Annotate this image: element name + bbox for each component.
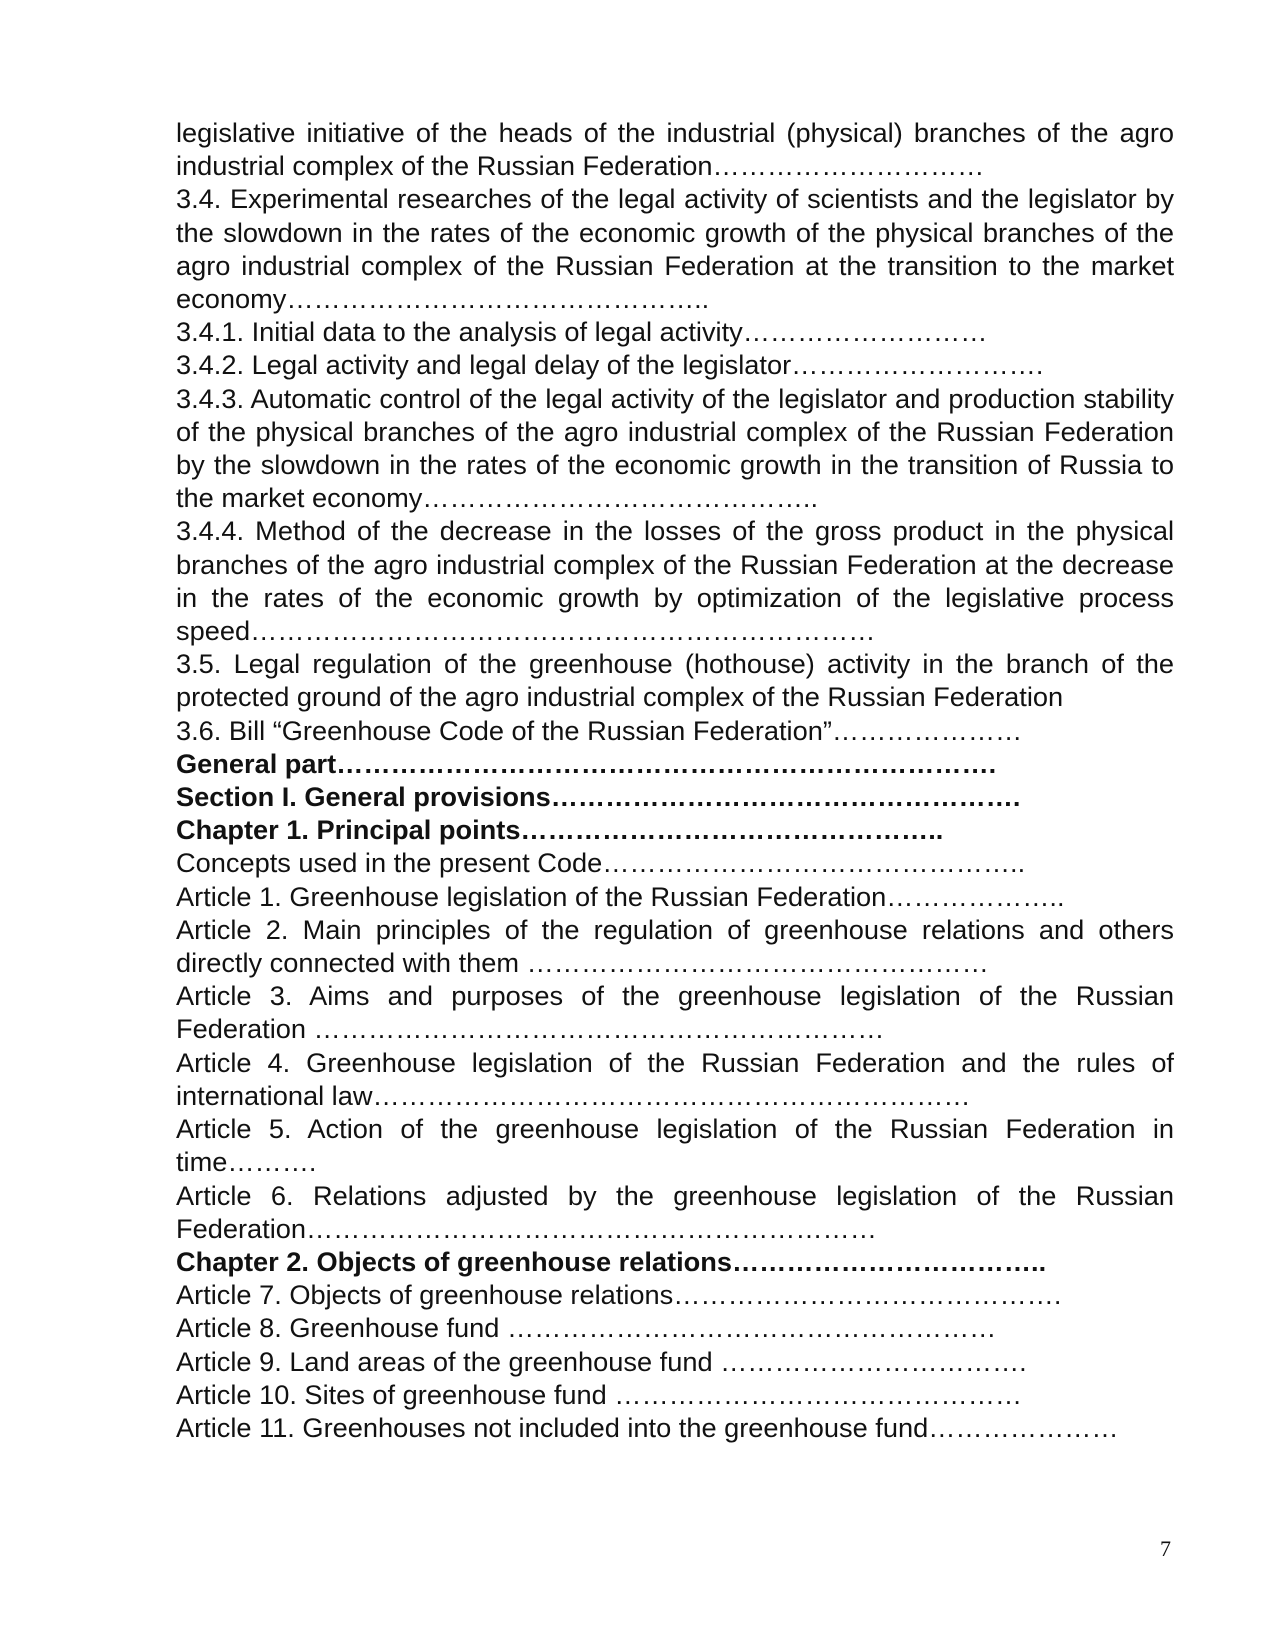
toc-entry: Article 1. Greenhouse legislation of the Russian Federation……………….. — [176, 880, 1065, 912]
toc-entry: legislative initiative of the heads of the industrial (physical) branches of the agro industrial complex of the Russian Federation………………………… — [176, 117, 1174, 182]
toc-heading: Chapter 1. Principal points……………………………………….. — [176, 814, 944, 846]
page-number: 7 — [1160, 1536, 1171, 1561]
toc-entry: Article 11. Greenhouses not included into the greenhouse fund………………… — [176, 1411, 1119, 1443]
toc-entry: 3.4.2. Legal activity and legal delay of the legislator………………………. — [176, 349, 1044, 381]
toc-entry: Article 3. Aims and purposes of the greenhouse legislation of the Russian Federation ……………………………………………………… — [176, 980, 1174, 1045]
toc-entry: Article 2. Main principles of the regulation of greenhouse relations and others directly connected with them …………………………………………… — [176, 913, 1174, 979]
toc-entry: Article 8. Greenhouse fund ……………………………………………… — [176, 1312, 997, 1344]
toc-heading: General part………………………………………………………………. — [176, 747, 997, 779]
toc-entry: Concepts used in the present Code……………………………………….. — [176, 847, 1026, 879]
toc-entry: Article 9. Land areas of the greenhouse fund ……………………………. — [176, 1345, 1027, 1377]
toc-entry: Article 6. Relations adjusted by the greenhouse legislation of the Russian Federation……………………………………………………… — [176, 1179, 1174, 1244]
toc-entry: 3.4.1. Initial data to the analysis of legal activity……………………… — [176, 316, 988, 348]
toc-entry: Article 7. Objects of greenhouse relations……………………………………. — [176, 1279, 1062, 1311]
toc-heading: Chapter 2. Objects of greenhouse relations…………………………….. — [176, 1245, 1047, 1277]
toc-entry: Article 5. Action of the greenhouse legislation of the Russian Federation in time………. — [176, 1113, 1174, 1178]
toc-heading: Section I. General provisions……………………………………………. — [176, 781, 1021, 813]
toc-entry: 3.6. Bill “Greenhouse Code of the Russian Federation”………………… — [176, 714, 1023, 746]
toc-entry: Article 4. Greenhouse legislation of the Russian Federation and the rules of international law………………………………………………………… — [176, 1046, 1174, 1111]
toc-entry: 3.5. Legal regulation of the greenhouse (hothouse) activity in the branch of the protected ground of the agro industrial complex of the Russian Federation — [176, 648, 1174, 713]
toc-entry: 3.4.3. Automatic control of the legal activity of the legislator and production stability of the physical branches of the agro industrial complex of the Russian Federation by the slowdown in the rates of the economic growth in the transition of Russia to the market economy…………………………………….. — [176, 382, 1174, 514]
toc-entry: 3.4. Experimental researches of the legal activity of scientists and the legislator by the slowdown in the rates of the economic growth of the physical branches of the agro industrial complex of the Russian Federation at the transition to the market economy……………………………………….. — [176, 183, 1174, 315]
table-of-contents — [176, 116, 1174, 1444]
toc-entry: Article 10. Sites of greenhouse fund ……………………………………… — [176, 1378, 1023, 1410]
toc-entry: 3.4.4. Method of the decrease in the losses of the gross product in the physical branches of the agro industrial complex of the Russian Federation at the decrease in the rates of the economic growth by optimization of the legislative process speed…………………………………………………………… — [176, 515, 1174, 647]
